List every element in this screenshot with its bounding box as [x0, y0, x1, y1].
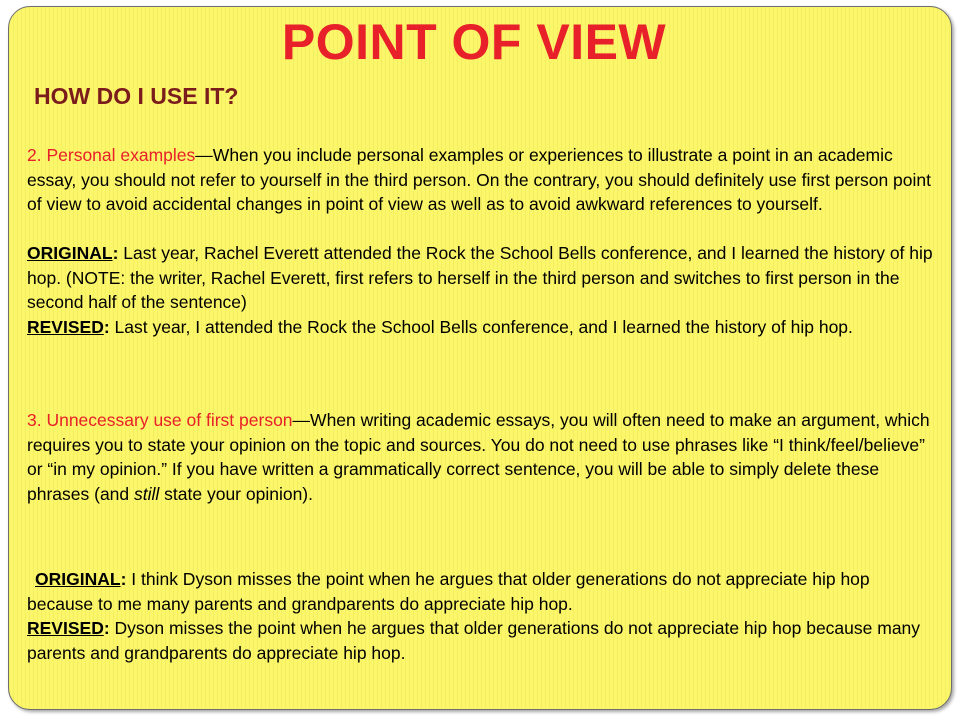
- revised-text: Last year, I attended the Rock the School Bells conference, and I learned the history of hip hop.: [109, 316, 853, 337]
- section-intro-end: state your opinion).: [159, 483, 313, 504]
- section-unnecessary-first-person: [27, 408, 935, 506]
- slide: [8, 6, 952, 710]
- revised-label: REVISED: [27, 316, 104, 337]
- label-colon: :: [103, 618, 110, 638]
- section-intro: —When you include personal examples or experiences to illustrate a point in an academic essay, you should not refer to yourself in the third person. On the contrary, you should definitely use first person point of view to avoid accidental changes in point of view as well as to avoid awkward references to yourself.: [27, 145, 932, 214]
- original-indent: [27, 569, 35, 589]
- revised-label: REVISED: [27, 618, 104, 638]
- paragraph-gap: [27, 217, 935, 242]
- section-examples: [27, 567, 935, 665]
- label-colon: :: [103, 316, 110, 337]
- revised-text: Dyson misses the point when he argues that older generations do not appreciate hip hop because many parents and grandparents do appreciate hip hop.: [27, 618, 921, 663]
- section-heading: 3. Unnecessary use of first person: [27, 410, 293, 430]
- section-intro: —When writing academic essays, you will often need to make an argument, which requires you to state your opinion on the topic and sources. You do not need to use phrases like “I think/feel/believe” or “in my opinion.” If you have written a grammatically correct sentence, you will be able to simply delete these phrases (and: [27, 410, 930, 504]
- original-label: ORIGINAL: [27, 243, 113, 263]
- original-label: ORIGINAL: [35, 569, 121, 589]
- label-colon: :: [120, 569, 127, 589]
- label-colon: :: [112, 243, 119, 263]
- section-heading: 2. Personal examples: [27, 145, 196, 165]
- original-text: Last year, Rachel Everett attended the Rock the School Bells conference, and I learned the history of hip hop. (NOTE: the writer, Rachel Everett, first refers to herself in the third person and switches to first person in the second half of the sentence): [27, 243, 933, 312]
- section-intro-italic: still: [134, 483, 160, 504]
- slide-title: POINT OF VIEW: [281, 14, 667, 70]
- section-personal-examples: [27, 143, 935, 339]
- original-text: I think Dyson misses the point when he argues that older generations do not appreciate hip hop because to me many parents and grandparents do appreciate hip hop.: [27, 569, 870, 614]
- slide-subtitle: HOW DO I USE IT?: [34, 83, 239, 109]
